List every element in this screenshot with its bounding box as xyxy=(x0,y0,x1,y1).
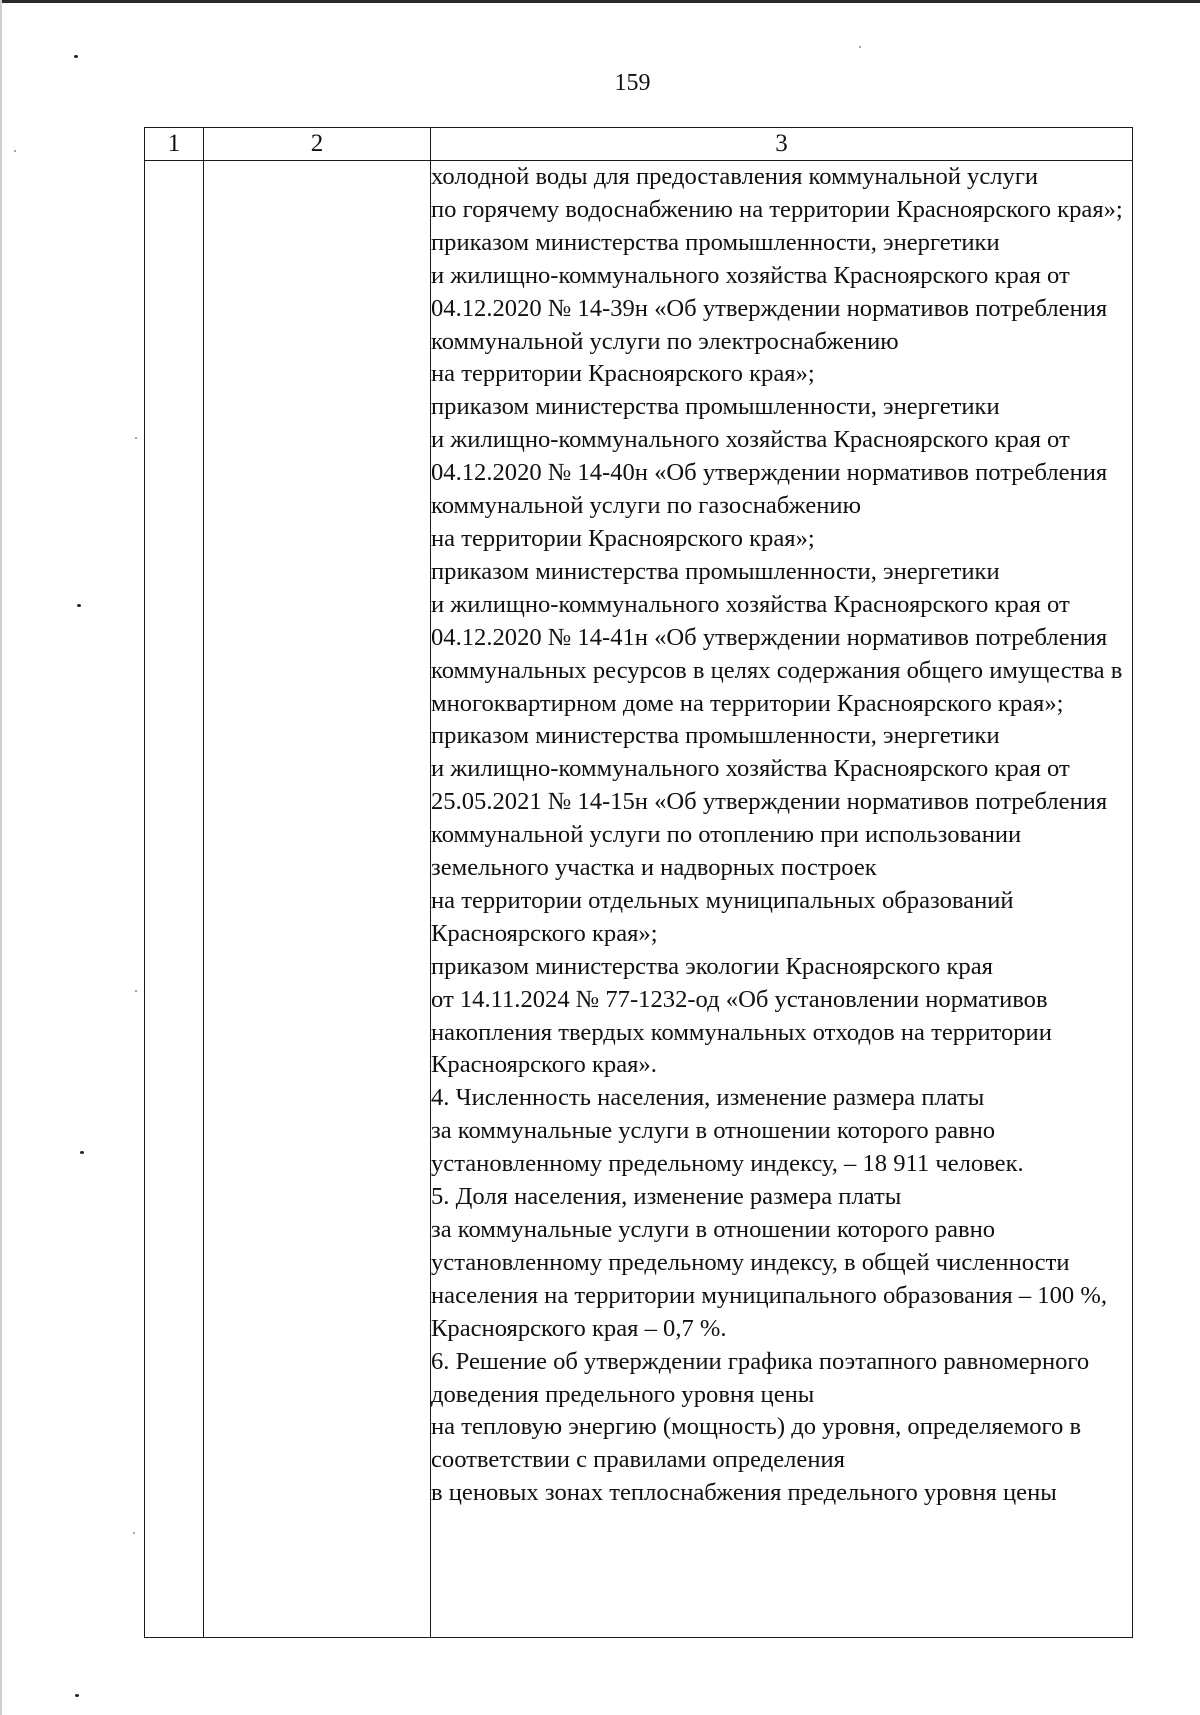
table-row xyxy=(145,161,1133,1638)
scan-speck xyxy=(859,46,861,48)
page-number: 159 xyxy=(614,70,651,96)
scan-speck xyxy=(135,990,137,992)
scan-speck xyxy=(133,1532,135,1534)
cell-column-2 xyxy=(204,161,431,1638)
scan-speck xyxy=(74,55,78,58)
table-header-row xyxy=(145,128,1133,161)
scan-left-edge xyxy=(0,0,2,1715)
header-column-2: 2 xyxy=(204,128,431,161)
scan-speck xyxy=(14,150,16,152)
cell-column-3-text: холодной воды для предоставления коммунальной услуги по горячему водоснабжению на территории Красноярского края»; приказом министерства промышленности, энергетики и жилищно-коммунального хозяйства Красноярского края от 04.12.2020 № 14-39н «Об утверждении нормативов потребления коммунальной услуги по электроснабжению на территории Красноярского края»; приказом министерства промышленности, энергетики и жилищно-коммунального хозяйства Красноярского края от 04.12.2020 № 14-40н «Об утверждении нормативов потребления коммунальной услуги по газоснабжению на территории Красноярского края»; приказом министерства промышленности, энергетики и жилищно-коммунального хозяйства Красноярского края от 04.12.2020 № 14-41н «Об утверждении нормативов потребления коммунальных ресурсов в целях содержания общего имущества в многоквартирном доме на территории Красноярского края»; приказом министерства промышленности, энергетики и жилищно-коммунального хозяйства Красноярского края от 25.05.2021 № 14-15н «Об утверждении нормативов потребления коммунальной услуги по отоплению при использовании земельного участка и надворных построек на территории отдельных муниципальных образований Красноярского края»; приказом министерства экологии Красноярского края от 14.11.2024 № 77-1232-од «Об установлении нормативов накопления твердых коммунальных отходов на территории Красноярского края». 4. Численность населения, изменение размера платы за коммунальные услуги в отношении которого равно установленному предельному индексу, – 18 911 человек. 5. Доля населения, изменение размера платы за коммунальные услуги в отношении которого равно установленному предельному индексу, в общей численности населения на территории муниципального образования – 100 %, Красноярского края – 0,7 %. 6. Решение об утверждении графика поэтапного равномерного доведения предельного уровня цены на тепловую энергию (мощность) до уровня, определяемого в соответствии с правилами определения в ценовых зонах теплоснабжения предельного уровня цены xyxy=(431,161,1133,1638)
scan-speck xyxy=(77,604,81,607)
scan-top-edge xyxy=(0,0,1200,3)
header-column-3: 3 xyxy=(431,128,1133,161)
header-column-1: 1 xyxy=(145,128,204,161)
scan-speck xyxy=(80,1151,84,1154)
scan-speck xyxy=(135,437,137,439)
scan-speck xyxy=(75,1694,79,1697)
document-table xyxy=(144,127,1133,1638)
cell-column-1 xyxy=(145,161,204,1638)
